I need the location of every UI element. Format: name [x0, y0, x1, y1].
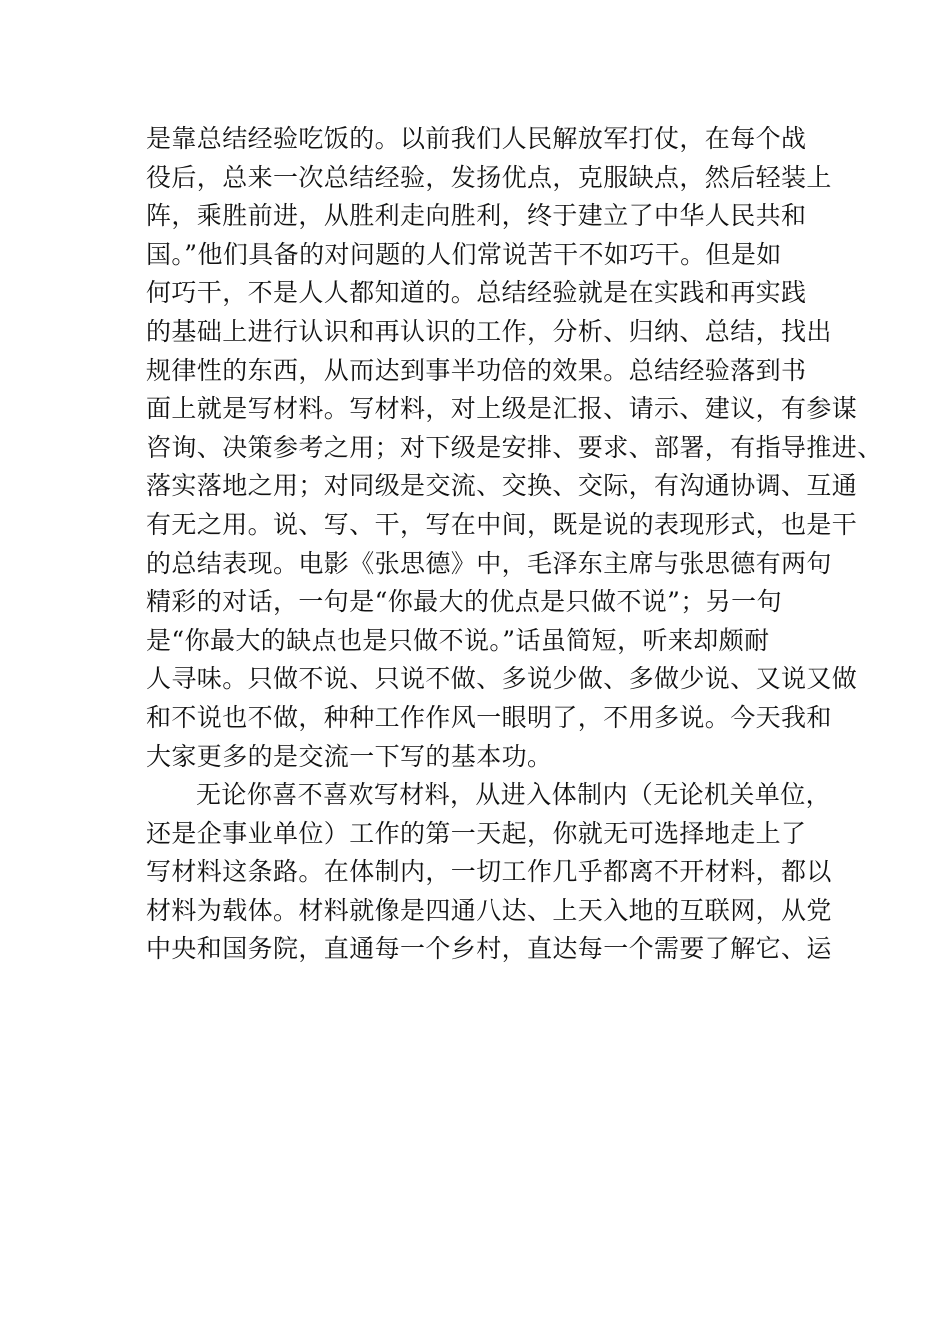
- text-line: 材料为载体。材料就像是四通八达、上天入地的互联网，从党: [146, 895, 832, 925]
- text-line: 面上就是写材料。写材料，对上级是汇报、请示、建议，有参谋: [146, 394, 858, 424]
- paragraph-first-line: 无论你喜不喜欢写材料，从进入体制内（无论机关单位，: [196, 780, 832, 810]
- text-line: 还是企事业单位）工作的第一天起，你就无可选择地走上了: [146, 818, 807, 848]
- text-line: 役后，总来一次总结经验，发扬优点，克服缺点，然后轻装上: [146, 162, 832, 192]
- text-line: 何巧干，不是人人都知道的。总结经验就是在实践和再实践: [146, 278, 807, 308]
- text-line: 人寻味。只做不说、只说不做、多说少做、多做少说、又说又做: [146, 664, 858, 694]
- text-line: 中央和国务院，直通每一个乡村，直达每一个需要了解它、运: [146, 934, 832, 964]
- text-line: 的总结表现。电影《张思德》中，毛泽东主席与张思德有两句: [146, 548, 832, 578]
- text-line: 写材料这条路。在体制内，一切工作几乎都离不开材料，都以: [146, 857, 832, 887]
- text-line: 落实落地之用；对同级是交流、交换、交际，有沟通协调、互通: [146, 471, 858, 501]
- text-line: 咨询、决策参考之用；对下级是安排、要求、部署，有指导推进、: [146, 432, 883, 462]
- text-line: 精彩的对话，一句是“你最大的优点是只做不说”；另一句: [146, 587, 782, 617]
- text-line: 是靠总结经验吃饭的。以前我们人民解放军打仗，在每个战: [146, 124, 807, 153]
- text-line: 大家更多的是交流一下写的基本功。: [146, 741, 553, 771]
- text-line: 规律性的东西，从而达到事半功倍的效果。总结经验落到书: [146, 355, 807, 385]
- text-line: 阵，乘胜前进，从胜利走向胜利，终于建立了中华人民共和: [146, 201, 807, 231]
- text-line: 国。”他们具备的对问题的人们常说苦干不如巧干。但是如: [146, 239, 782, 269]
- body-text: [146, 120, 883, 969]
- text-line: 的基础上进行认识和再认识的工作，分析、归纳、总结，找出: [146, 316, 832, 346]
- text-line: 和不说也不做，种种工作作风一眼明了，不用多说。今天我和: [146, 702, 832, 732]
- text-line: 有无之用。说、写、干，写在中间，既是说的表现形式，也是干: [146, 509, 858, 539]
- text-line: 是“你最大的缺点也是只做不说。”话虽简短，听来却颇耐: [146, 625, 770, 655]
